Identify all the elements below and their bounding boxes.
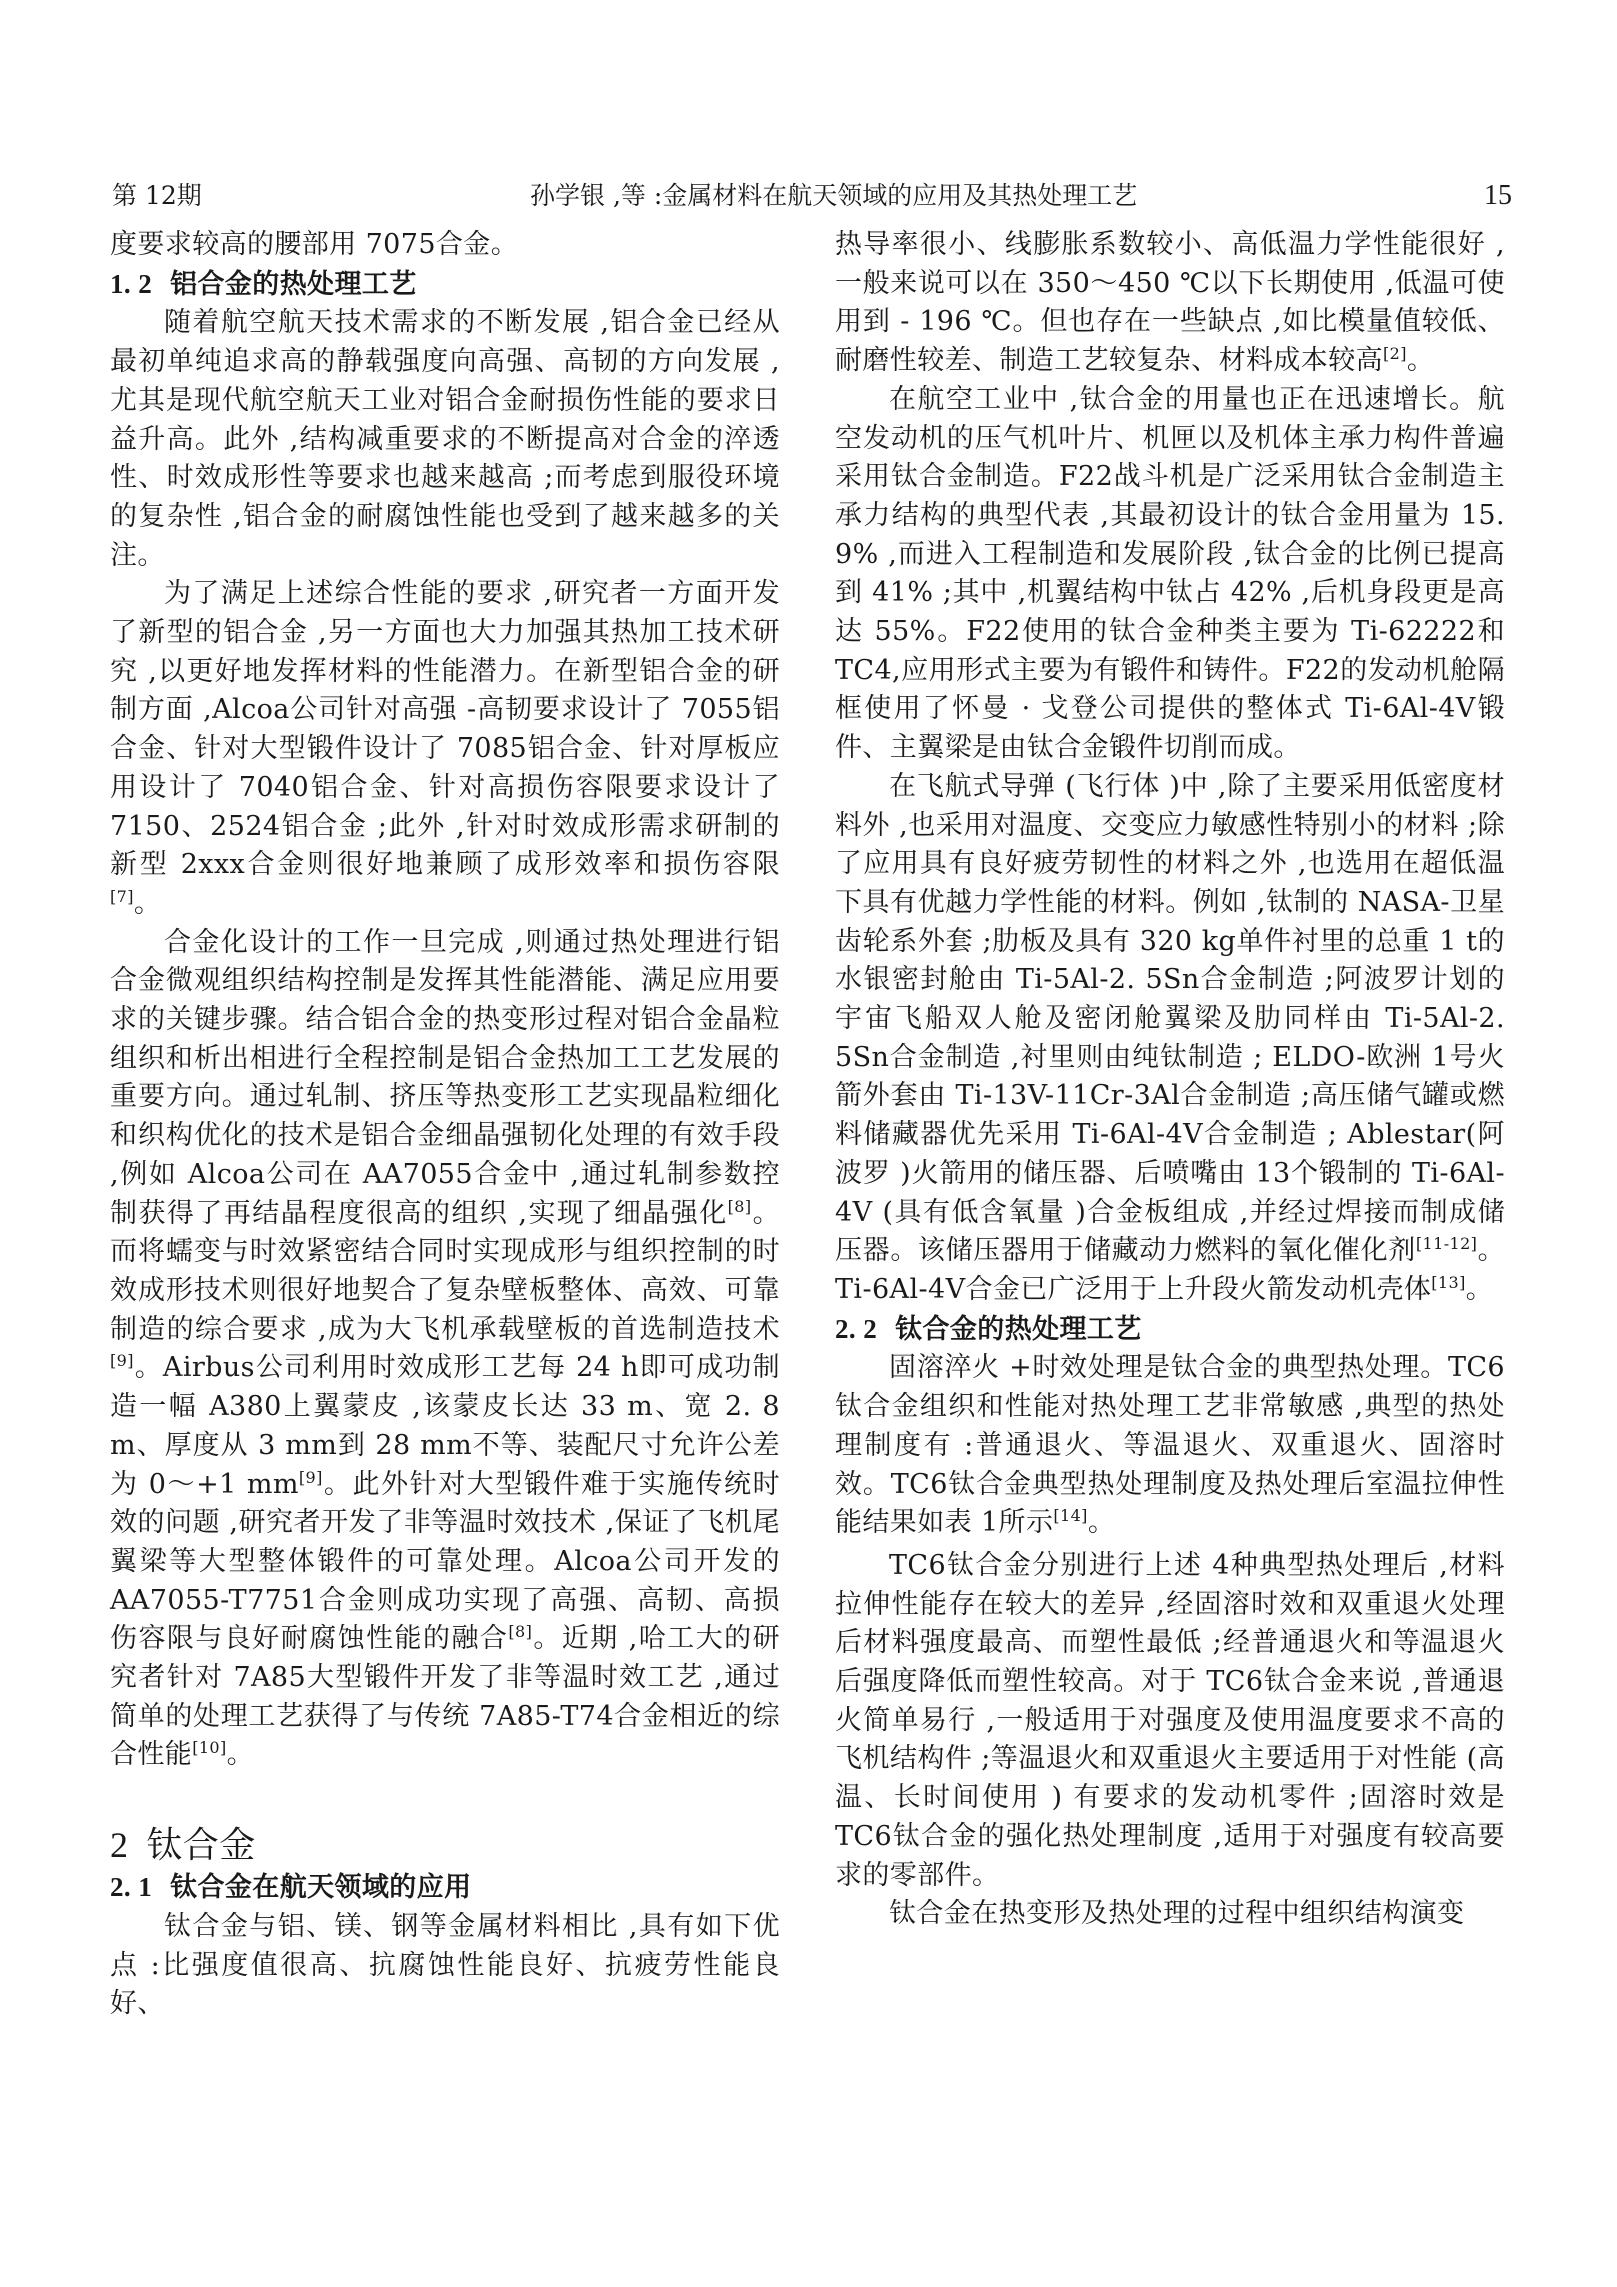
paragraph-text: 热导率很小、线膨胀系数较小、高低温力学性能很好 ,一般来说可以在 350～450 ℃以下长期使用 ,低温可使用到 - 196 ℃。但也存在一些缺点 ,如比模量值较低、耐磨性较差、制造工艺较复杂、材料成本较高 [835, 229, 1505, 377]
paragraph [835, 768, 1505, 1310]
citation: [11-12] [1415, 1234, 1478, 1254]
section-number: 2. 2 [835, 1313, 878, 1344]
paragraph [110, 575, 780, 923]
paragraph-text: 。Airbus公司利用时效成形工艺每 24 h即可成功制造一幅 A380上翼蒙皮 ,该蒙皮长达 33 m、宽 2. 8 m、厚度从 3 mm到 28 mm不等、装配尺寸允许公差为 0～+1 mm [110, 1352, 780, 1500]
paragraph: 钛合金与铝、镁、钢等金属材料相比 ,具有如下优点 :比强度值很高、抗腐蚀性能良好、抗疲劳性能良好、 [110, 1910, 780, 2020]
section-number: 2 [110, 1825, 129, 1866]
paragraph-text: 。此外针对大型锻件难于实施传统时效的问题 ,研究者开发了非等温时效技术 ,保证了飞机尾翼梁等大型整体锻件的可靠处理。Alcoa公司开发的 AA7055-T7751合金则成功实现了高强、高韧、高损伤容限与良好耐腐蚀性能的融合 [110, 1468, 781, 1655]
section-title: 钛合金 [146, 1825, 256, 1867]
paragraph [835, 1349, 1505, 1543]
section-heading-2-2 [835, 1310, 1505, 1350]
paragraph-text: 。 [133, 887, 162, 919]
citation: [13] [1431, 1272, 1466, 1292]
section-title: 钛合金的热处理工艺 [895, 1313, 1142, 1345]
paragraph [110, 924, 780, 1775]
section-title: 钛合金在航天领域的应用 [170, 1872, 472, 1904]
citation: [14] [1053, 1506, 1088, 1526]
citation: [9] [110, 1351, 134, 1371]
paragraph-text: 。近期 ,哈工大的研究者针对 7A85大型锻件开发了非等温时效工艺 ,通过简单的处理工艺获得了与传统 7A85-T74合金相近的综合性能 [110, 1623, 780, 1771]
citation: [7] [110, 886, 134, 906]
citation: [9] [298, 1467, 323, 1487]
paragraph-text: 。 [226, 1739, 255, 1771]
paragraph: 钛合金在热变形及热处理的过程中组织结构演变 [889, 1898, 1465, 1930]
citation: [10] [192, 1738, 227, 1758]
running-header [112, 176, 1512, 216]
page-number: 15 [1484, 180, 1512, 211]
section-heading-2-1 [110, 1868, 780, 1908]
paragraph-text: 。 [1087, 1507, 1116, 1539]
section-heading-1-2 [110, 265, 780, 305]
paragraph [835, 226, 1505, 381]
section-heading-2 [110, 1823, 780, 1868]
paragraph-text: 。 [1406, 345, 1435, 377]
left-column [110, 226, 780, 2024]
section-number: 1. 2 [110, 268, 153, 299]
paragraph-text: 。Ti-6Al-4V合金已广泛用于上升段火箭发动机壳体 [835, 1235, 1505, 1305]
paragraph-text: 在飞航式导弹 (飞行体 )中 ,除了主要采用低密度材料外 ,也采用对温度、交变应力敏感性特别小的材料 ;除了应用具有良好疲劳韧性的材料之外 ,也选用在超低温下具有优越力学性能的材料。例如 ,钛制的 NASA-卫星齿轮系外套 ;肋板及具有 320 kg单件衬里的总重 1 t的水银密封舱由 Ti-5Al-2. 5Sn合金制造 ;阿波罗计划的宇宙飞船双人舱及密闭舱翼梁及肋同样由 Ti-5Al-2. 5Sn合金制造 ,衬里则由纯钛制造 ; ELDO-欧洲 1号火箭外套由 Ti-13V-11Cr-3Al合金制造 ;高压储气罐或燃料储藏器优先采用 Ti-6Al-4V合金制造 ; Ablestar(阿波罗 )火箭用的储压器、后喷嘴由 13个锻制的 Ti-6Al-4V (具有低含氧量 )合金板组成 ,并经过焊接而制成储压器。该储压器用于储藏动力燃料的氧化催化剂 [835, 770, 1505, 1267]
right-column [835, 226, 1505, 1934]
issue-label: 第 12期 [112, 181, 202, 210]
paragraph-text: 。而将蠕变与时效紧密结合同时实现成形与组织控制的时效成形技术则很好地契合了复杂壁板整体、高效、可靠制造的综合要求 ,成为大飞机承载壁板的首选制造技术 [110, 1197, 780, 1345]
running-title: 孙学银 ,等 :金属材料在航天领域的应用及其热处理工艺 [530, 181, 1138, 210]
section-number: 2. 1 [110, 1872, 153, 1903]
paragraph-text: 固溶淬火 +时效处理是钛合金的典型热处理。TC6钛合金组织和性能对热处理工艺非常敏感 ,典型的热处理制度有 :普通退火、等温退火、双重退火、固溶时效。TC6钛合金典型热处理制度及热处理后室温拉伸性能结果如表 1所示 [835, 1352, 1505, 1539]
paragraph-text: 合金化设计的工作一旦完成 ,则通过热处理进行铝合金微观组织结构控制是发挥其性能潜能、满足应用要求的关键步骤。结合铝合金的热变形过程对铝合金晶粒组织和析出相进行全程控制是铝合金热加工工艺发展的重要方向。通过轧制、挤压等热变形工艺实现晶粒细化和织构优化的技术是铝合金细晶强韧化处理的有效手段 ,例如 Alcoa公司在 AA7055合金中 ,通过轧制参数控制获得了再结晶程度很高的组织 ,实现了细晶强化 [110, 926, 780, 1229]
citation: [8] [727, 1196, 752, 1216]
paragraph: 度要求较高的腰部用 7075合金。 [110, 229, 519, 260]
paragraph: 随着航空航天技术需求的不断发展 ,铝合金已经从最初单纯追求高的静载强度向高强、高韧的方向发展 ,尤其是现代航空航天工业对铝合金耐损伤性能的要求日益升高。此外 ,结构减重要求的不断提高对合金的淬透性、时效成形性等要求也越来越高 ;而考虑到服役环境的复杂性 ,铝合金的耐腐蚀性能也受到了越来越多的关注。 [110, 307, 780, 571]
paragraph-text: 为了满足上述综合性能的要求 ,研究者一方面开发了新型的铝合金 ,另一方面也大力加强其热加工技术研究 ,以更好地发挥材料的性能潜力。在新型铝合金的研制方面 ,Alcoa公司针对高强 -高韧要求设计了 7055铝合金、针对大型锻件设计了 7085铝合金、针对厚板应用设计了 7040铝合金、针对高损伤容限要求设计了 7150、2524铝合金 ;此外 ,针对时效成形需求研制的新型 2xxx合金则很好地兼顾了成形效率和损伤容限 [110, 578, 780, 881]
paragraph: TC6钛合金分别进行上述 4种典型热处理后 ,材料拉伸性能存在较大的差异 ,经固溶时效和双重退火处理后材料强度最高、而塑性最低 ;经普通退火和等温退火后强度降低而塑性较高。对于 TC6钛合金来说 ,普通退火简单易行 ,一般适用于对强度及使用温度要求不高的飞机结构件 ;等温退火和双重退火主要适用于对性能 (高温、长时间使用 ) 有要求的发动机零件 ;固溶时效是 TC6钛合金的强化热处理制度 ,适用于对强度有较高要求的零部件。 [835, 1549, 1505, 1891]
citation: [8] [508, 1622, 533, 1642]
paragraph: 在航空工业中 ,钛合金的用量也正在迅速增长。航空发动机的压气机叶片、机匣以及机体主承力构件普遍采用钛合金制造。F22战斗机是广泛采用钛合金制造主承力结构的典型代表 ,其最初设计的钛合金用量为 15. 9% ,而进入工程制造和发展阶段 ,钛合金的比例已提高到 41% ;其中 ,机翼结构中钛占 42% ,后机身段更是高达 55%。F22使用的钛合金种类主要为 Ti-62222和 TC4,应用形式主要为有锻件和铸件。F22的发动机舱隔框使用了怀曼 · 戈登公司提供的整体式 Ti-6Al-4V锻件、主翼梁是由钛合金锻件切削而成。 [835, 383, 1505, 764]
citation: [2] [1383, 344, 1407, 364]
paragraph-text: 。 [1465, 1273, 1494, 1305]
section-title: 铝合金的热处理工艺 [170, 268, 417, 300]
